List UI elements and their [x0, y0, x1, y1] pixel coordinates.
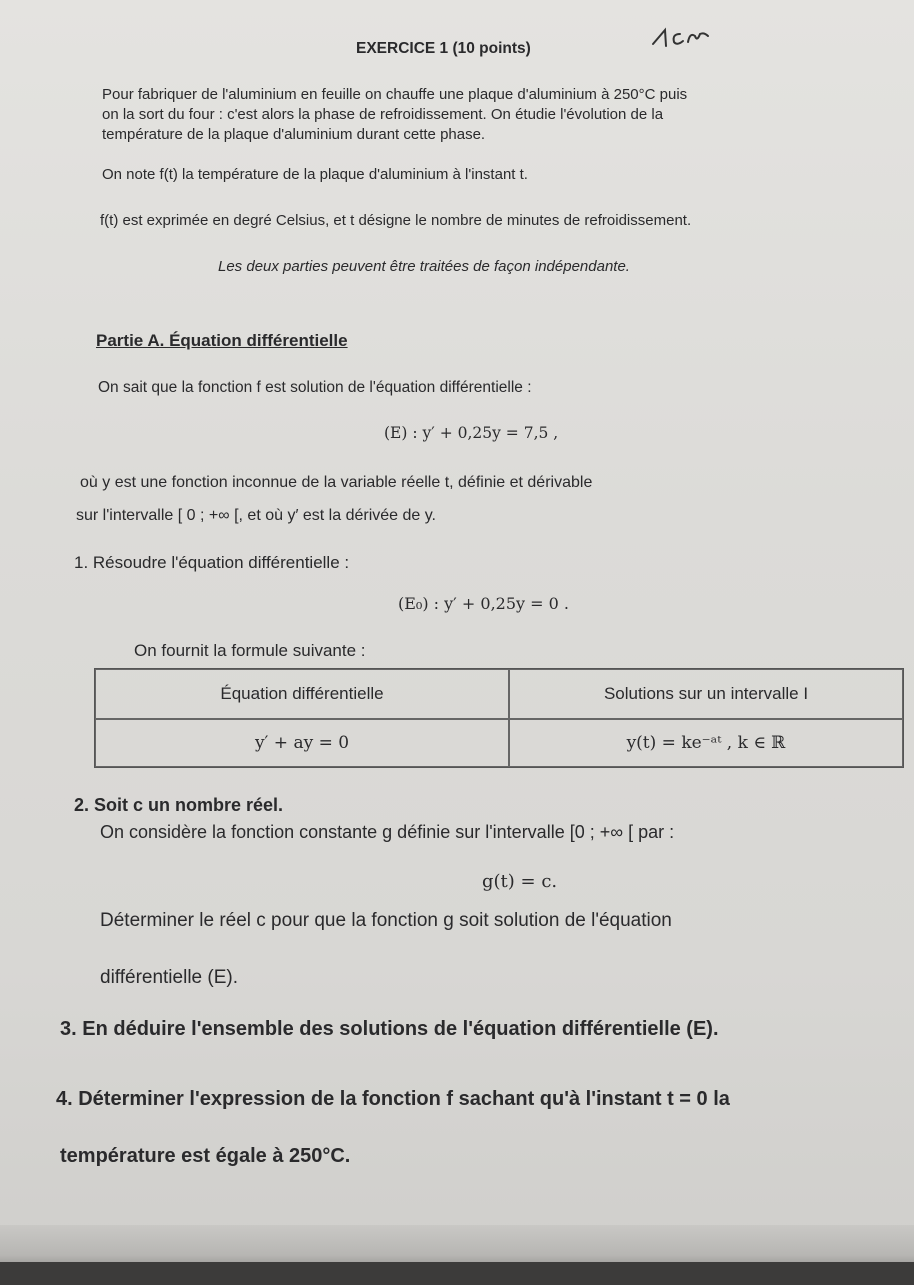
handwritten-mark	[650, 24, 712, 50]
question-4-line-2: température est égale à 250°C.	[60, 1145, 351, 1167]
intro-line-3: température de la plaque d'aluminium durant cette phase.	[102, 126, 486, 143]
equation-e0: (E₀) : y′ + 0,25y = 0 .	[398, 594, 569, 613]
question-4: 4. Déterminer l'expression de la fonction f sachant qu'à l'instant t = 0 la	[56, 1088, 730, 1110]
intro-f-notation: On note f(t) la température de la plaque d'aluminium à l'instant t.	[102, 166, 528, 183]
intro-units: f(t) est exprimée en degré Celsius, et t désigne le nombre de minutes de refroidissement.	[100, 212, 692, 229]
question-3: 3. En déduire l'ensemble des solutions de l'équation différentielle (E).	[60, 1018, 719, 1040]
question-2: 2. Soit c un nombre réel.	[74, 795, 284, 815]
question-2-line-4: différentielle (E).	[100, 967, 238, 988]
formula-table	[94, 668, 904, 768]
table-cell-equation: y′ + ay = 0	[95, 719, 509, 767]
intro-line-2: on la sort du four : c'est alors la phase de refroidissement. On étudie l'évolution de la	[102, 106, 664, 123]
table-header-left: Équation différentielle	[95, 669, 509, 719]
independence-note: Les deux parties peuvent être traitées de façon indépendante.	[218, 258, 630, 275]
exercise-title: EXERCICE 1 (10 points)	[356, 40, 531, 57]
equation-e: (E) : y′ + 0,25y = 7,5 ,	[384, 424, 559, 442]
equation-g: g(t) = c.	[482, 871, 558, 892]
question-1: 1. Résoudre l'équation différentielle :	[74, 553, 350, 572]
part-a-sentence-2b: sur l'intervalle [ 0 ; +∞ [, et où y′ est la dérivée de y.	[76, 507, 436, 524]
part-a-sentence-2a: où y est une fonction inconnue de la variable réelle t, définie et dérivable	[80, 474, 593, 491]
question-2-line-2: On considère la fonction constante g définie sur l'intervalle [0 ; +∞ [ par :	[100, 822, 675, 842]
part-a-title: Partie A. Équation différentielle	[96, 331, 348, 350]
table-cell-solution: y(t) = ke⁻ᵃᵗ , k ∈ ℝ	[509, 719, 903, 767]
formula-intro: On fournit la formule suivante :	[134, 641, 366, 660]
background-shadow	[0, 1262, 914, 1285]
intro-line-1: Pour fabriquer de l'aluminium en feuille on chauffe une plaque d'aluminium à 250°C puis	[102, 86, 688, 103]
table-header-right: Solutions sur un intervalle I	[509, 669, 903, 719]
part-a-sentence-1: On sait que la fonction f est solution de l'équation différentielle :	[98, 379, 532, 396]
question-2-line-3: Déterminer le réel c pour que la fonction g soit solution de l'équation	[100, 910, 672, 931]
